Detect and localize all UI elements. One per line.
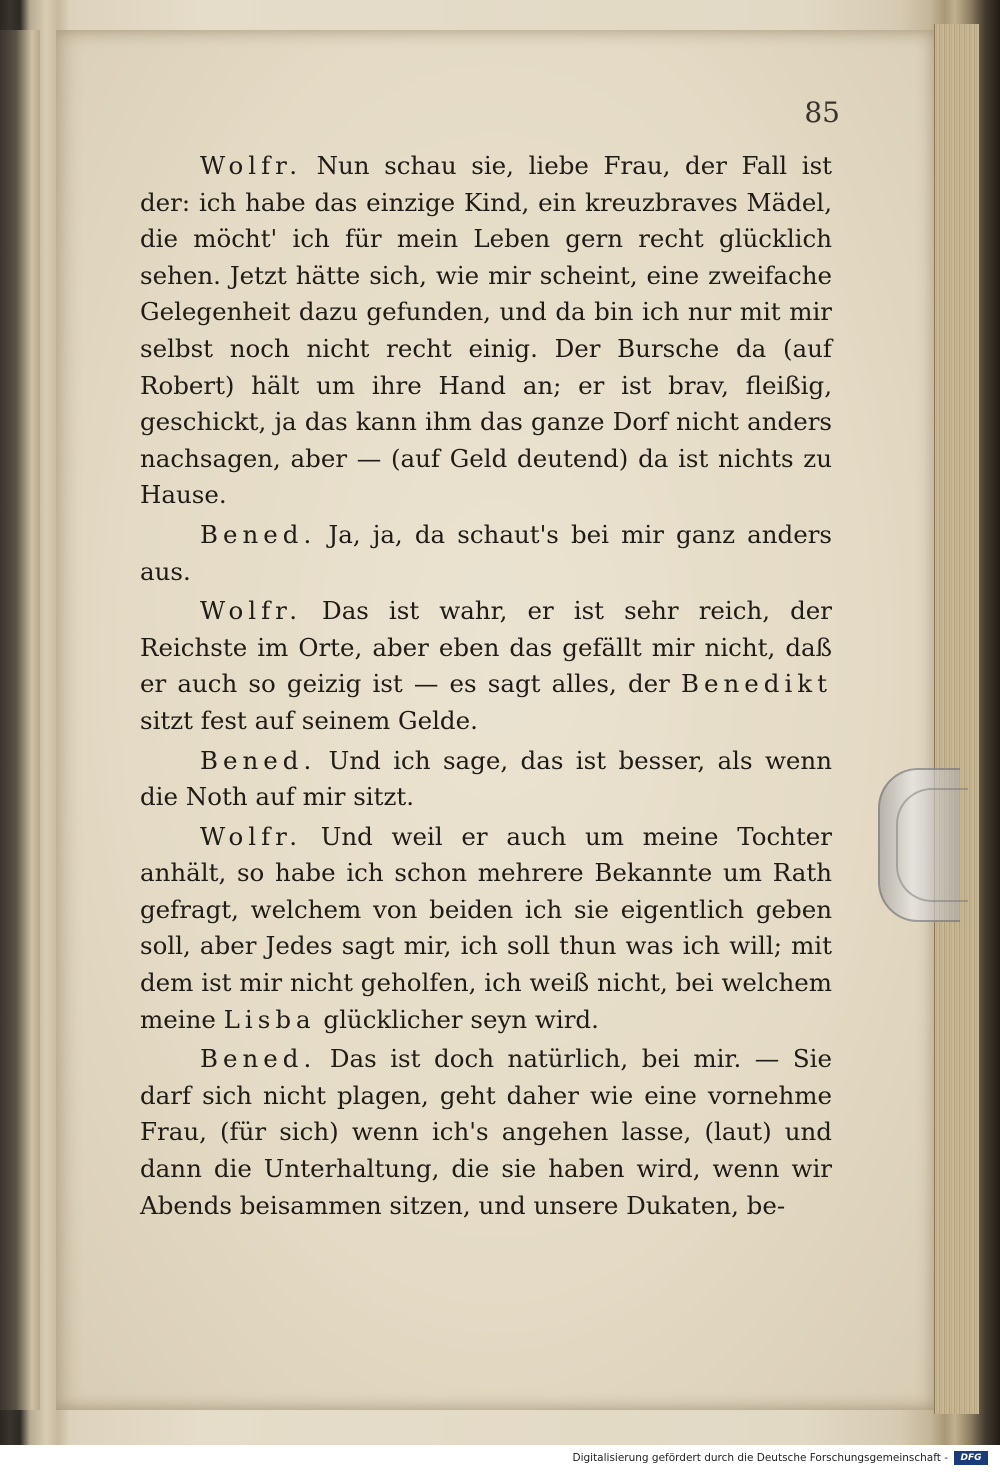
speaker-name: Wolfr.	[200, 821, 302, 851]
speaker-name: Wolfr.	[200, 596, 302, 626]
dfg-logo-icon: DFG	[954, 1451, 988, 1465]
dialogue-text: Das ist doch natürlich, bei mir. — Sie darf sich nicht plagen, geht daher wie eine vornehme Frau, (für sich) wenn ich's angehen lasse, (laut) und dann die Unterhaltung, die sie haben wird, wenn wir Abends beisammen sitzen, und unsere Dukaten, be-	[140, 1044, 832, 1220]
speaker-name: Bened.	[200, 519, 317, 549]
dialogue-text: Und ich sage, das ist besser, als wenn die Noth auf mir sitzt.	[140, 745, 832, 812]
paragraph	[140, 819, 832, 1039]
page-number: 85	[804, 96, 840, 129]
page-text	[140, 148, 832, 1224]
dialogue-text: sitzt fest auf seinem Gelde.	[140, 705, 478, 735]
dialogue-text: glücklicher seyn wird.	[315, 1004, 599, 1034]
speaker-name: Bened.	[200, 1044, 317, 1074]
speaker-name: Bened.	[200, 745, 317, 775]
emphasized-name: Benedikt	[681, 669, 832, 699]
page-edges	[934, 24, 979, 1414]
funding-credit: Digitalisierung gefördert durch die Deutsche Forschungsgemeinschaft -	[572, 1452, 948, 1464]
book-clip-inner	[896, 788, 968, 902]
dialogue-text: Das ist wahr, er ist sehr reich, der Reichste im Orte, aber eben das gefällt mir nicht, daß er auch so geizig ist — es sagt alles, der	[140, 596, 832, 699]
footer-bar	[0, 1445, 1000, 1473]
book-clip	[878, 768, 960, 922]
paragraph	[140, 743, 832, 816]
paragraph	[140, 593, 832, 739]
paragraph	[140, 1041, 832, 1224]
dialogue-text: Und weil er auch um meine Tochter anhält, so habe ich schon mehrere Bekannte um Rath gefragt, welchem von beiden ich sie eigentlich geben soll, aber Jedes sagt mir, ich soll thun was ich will; mit dem ist mir nicht geholfen, ich weiß nicht, bei welchem meine	[140, 821, 832, 1034]
dialogue-text: Nun schau sie, liebe Frau, der Fall ist der: ich habe das einzige Kind, ein kreuzbraves Mädel, die möcht' ich für mein Leben gern recht glücklich sehen. Jetzt hätte sich, wie mir scheint, eine zweifache Gelegenheit dazu gefunden, und da bin ich nur mit mir selbst noch nicht recht einig. Der Bursche da (auf Robert) hält um ihre Hand an; er ist brav, fleißig, geschickt, ja das kann ihm das ganze Dorf nicht anders nachsagen, aber — (auf Geld deutend) da ist nichts zu Hause.	[140, 151, 832, 510]
paragraph	[140, 148, 832, 514]
speaker-name: Wolfr.	[200, 151, 302, 180]
emphasized-name: Lisba	[223, 1004, 316, 1034]
dialogue-text: Ja, ja, da schaut's bei mir ganz anders aus.	[140, 519, 832, 586]
left-page-edge	[0, 30, 40, 1410]
paragraph	[140, 517, 832, 590]
